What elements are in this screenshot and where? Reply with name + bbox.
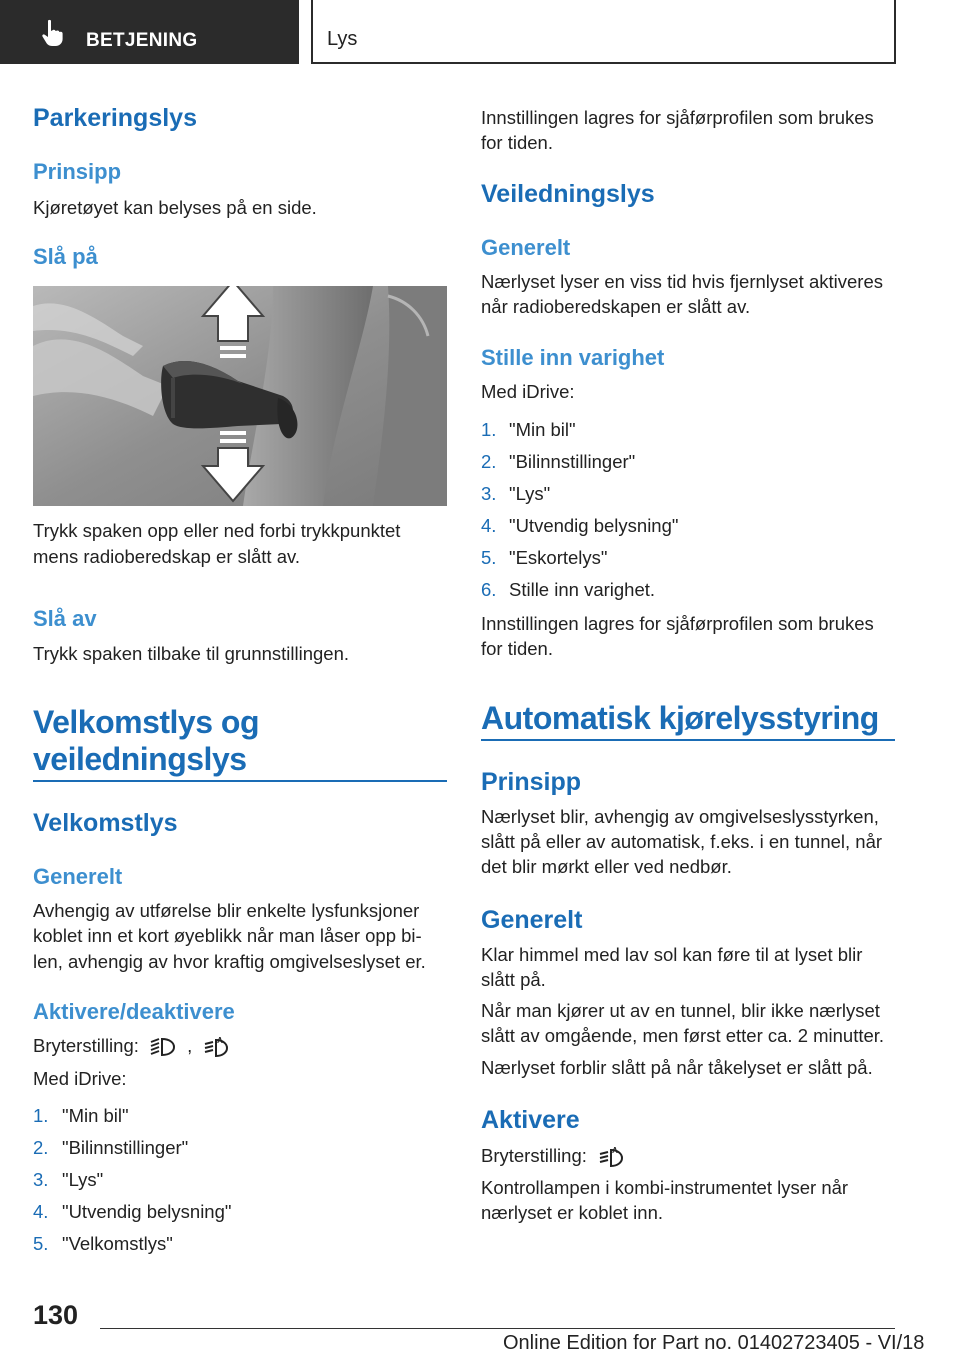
step-text: "Utvendig belysning" xyxy=(509,515,679,536)
auto-general-line-1: Klar himmel med lav sol kan føre til at lyset blir xyxy=(481,944,863,965)
switch-position-label: Bryterstilling: xyxy=(481,1145,587,1166)
welcome-general-line-3: len, avhengig av hvor kraftig omgivelseslyset er. xyxy=(33,951,426,972)
saved-note-2-line-1: Innstillingen lagres for sjåførprofilen som brukes xyxy=(481,613,874,634)
switch-position-label: Bryterstilling: xyxy=(33,1035,139,1056)
step-text: "Velkomstlys" xyxy=(62,1233,173,1254)
step-number: 4. xyxy=(481,515,497,536)
parking-heading: Parkeringslys xyxy=(33,104,197,132)
step-number: 3. xyxy=(33,1169,49,1190)
footer-rule xyxy=(100,1328,895,1329)
step-text: "Min bil" xyxy=(509,419,576,440)
step-text: "Utvendig belysning" xyxy=(62,1201,232,1222)
guide-light-heading: Veiledningslys xyxy=(481,180,655,208)
step-number: 5. xyxy=(33,1233,49,1254)
switch-separator: , xyxy=(187,1035,193,1056)
guide-general-line-2: når radioberedskapen er slått av. xyxy=(481,296,751,317)
edition-footer: Online Edition for Part no. 01402723405 - VI/18 xyxy=(503,1332,925,1354)
step-number: 1. xyxy=(481,419,497,440)
auto-general-line-5: Nærlyset forblir slått på når tåkelyset er slått på. xyxy=(481,1057,873,1078)
step-text: "Lys" xyxy=(62,1169,104,1190)
step-text: "Bilinnstillinger" xyxy=(62,1137,189,1158)
heading-rule xyxy=(481,739,895,741)
step-number: 6. xyxy=(481,579,497,600)
welcome-light-heading: Velkomstlys xyxy=(33,809,178,837)
auto-principle-line-1: Nærlyset blir, avhengig av omgivelseslysstyrken, xyxy=(481,806,879,827)
switch-position-row xyxy=(33,1033,235,1059)
guide-general-heading: Generelt xyxy=(481,235,571,260)
switch-on-text-line-1: Trykk spaken opp eller ned forbi trykkpunktet xyxy=(33,520,401,541)
auto-general-heading: Generelt xyxy=(481,906,583,934)
step-text: "Min bil" xyxy=(62,1105,129,1126)
turn-signal-lever-image xyxy=(33,286,447,506)
auto-light-icon xyxy=(596,1145,626,1169)
switch-off-heading: Slå av xyxy=(33,606,97,631)
svg-text:A: A xyxy=(217,1036,224,1046)
switch-off-text: Trykk spaken tilbake til grunnstillingen. xyxy=(33,643,350,664)
topic-label: Lys xyxy=(327,28,358,50)
step-number: 2. xyxy=(33,1137,49,1158)
activate-deactivate-heading: Aktivere/deaktivere xyxy=(33,999,235,1024)
auto-principle-line-2: slått på eller av automatisk, f.eks. i en tunnel, når xyxy=(481,831,883,852)
welcome-general-heading: Generelt xyxy=(33,864,123,889)
topic-tab xyxy=(311,0,896,64)
hand-pointer-icon xyxy=(38,18,68,48)
auto-general-line-4: slått av omgående, men først etter ca. 2 minutter. xyxy=(481,1025,885,1046)
svg-text:A: A xyxy=(612,1146,618,1156)
welcome-heading-line-2: veiledningslys xyxy=(33,741,247,777)
step-number: 4. xyxy=(33,1201,49,1222)
auto-light-icon xyxy=(201,1035,231,1059)
auto-general-line-2: slått på. xyxy=(481,969,546,990)
step-number: 2. xyxy=(481,451,497,472)
saved-note-2-line-2: for tiden. xyxy=(481,638,553,659)
lever-illustration xyxy=(33,286,447,506)
set-duration-heading: Stille inn varighet xyxy=(481,345,665,370)
step-number: 5. xyxy=(481,547,497,568)
section-tab xyxy=(0,0,299,64)
step-text: "Lys" xyxy=(509,483,551,504)
parking-principle-text: Kjøretøyet kan belyses på en side. xyxy=(33,197,317,218)
idrive-label-right: Med iDrive: xyxy=(481,381,575,402)
indicator-lamp-line-1: Kontrollampen i kombi-instrumentet lyser når xyxy=(481,1177,849,1198)
page-number: 130 xyxy=(33,1300,79,1330)
welcome-general-line-2: koblet inn et kort øyeblikk når man låser opp bi- xyxy=(33,925,422,946)
guide-general-line-1: Nærlyset lyser en viss tid hvis fjernlyset aktiveres xyxy=(481,271,883,292)
auto-general-line-3: Når man kjører ut av en tunnel, blir ikke nærlyset xyxy=(481,1000,880,1021)
section-label: BETJENING xyxy=(86,30,198,51)
low-beam-icon xyxy=(148,1035,178,1059)
heading-rule xyxy=(33,780,447,782)
parking-principle-heading: Prinsipp xyxy=(33,159,122,184)
idrive-label: Med iDrive: xyxy=(33,1068,127,1089)
step-number: 1. xyxy=(33,1105,49,1126)
auto-principle-heading: Prinsipp xyxy=(481,768,582,796)
auto-switch-position-row xyxy=(481,1143,630,1169)
indicator-lamp-line-2: nærlyset er koblet inn. xyxy=(481,1202,664,1223)
saved-note-1-line-2: for tiden. xyxy=(481,132,553,153)
switch-on-text-line-2: mens radioberedskap er slått av. xyxy=(33,546,301,567)
welcome-heading-line-1: Velkomstlys og xyxy=(33,704,259,740)
saved-note-1-line-1: Innstillingen lagres for sjåførprofilen som brukes xyxy=(481,107,874,128)
step-text: "Bilinnstillinger" xyxy=(509,451,636,472)
auto-principle-line-3: det blir mørkt eller ved nedbør. xyxy=(481,856,732,877)
switch-on-heading: Slå på xyxy=(33,244,98,269)
step-text: "Eskortelys" xyxy=(509,547,608,568)
auto-headlight-heading: Automatisk kjørelysstyring xyxy=(481,700,879,736)
step-text: Stille inn varighet. xyxy=(509,579,656,600)
step-number: 3. xyxy=(481,483,497,504)
welcome-general-line-1: Avhengig av utførelse blir enkelte lysfunksjoner xyxy=(33,900,420,921)
auto-activate-heading: Aktivere xyxy=(481,1106,580,1134)
